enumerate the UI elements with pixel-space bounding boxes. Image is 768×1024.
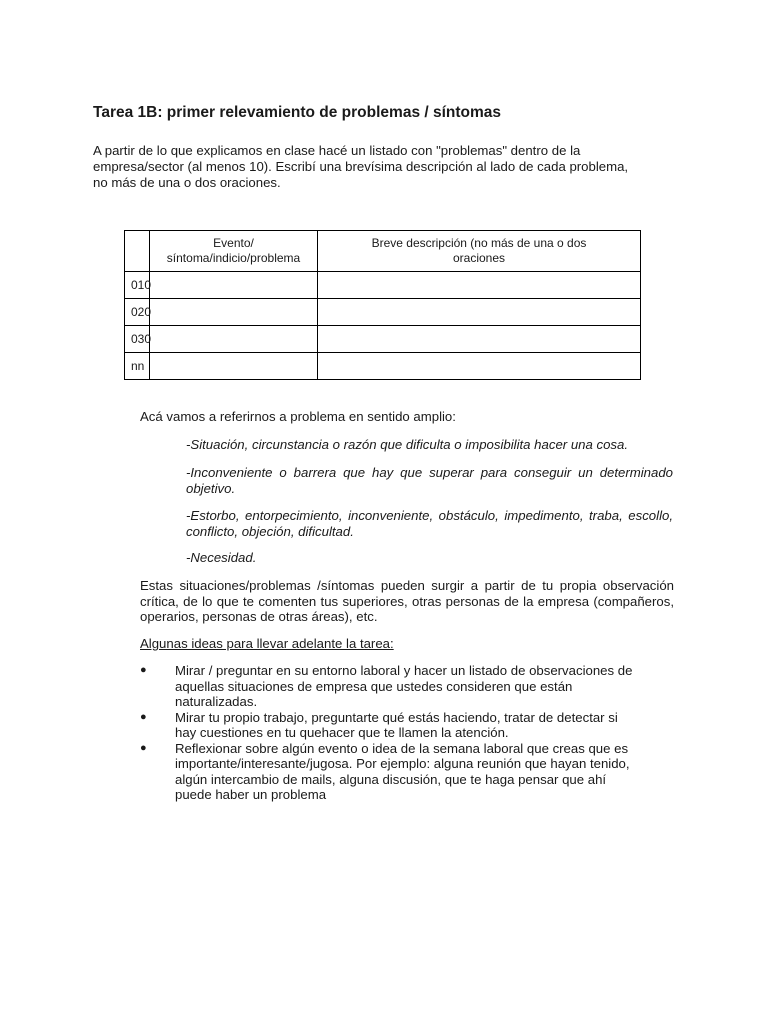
definition-item: -Situación, circunstancia o razón que dificulta o imposibilita hacer una cosa.: [186, 437, 629, 452]
header-event-line: síntoma/indicio/problema: [166, 251, 301, 265]
ideas-list: [140, 663, 680, 803]
list-item-line: aquellas situaciones de empresa que ustedes consideren que están: [175, 678, 573, 694]
row-description-cell: [318, 353, 641, 380]
intro-line: empresa/sector (al menos 10). Escribí una brevísima descripción al lado de cada problema,: [93, 159, 629, 174]
list-item: [140, 710, 680, 741]
list-item-line: Reflexionar sobre algún evento o idea de la semana laboral que creas que es: [175, 740, 629, 756]
list-item-line: Mirar tu propio trabajo, preguntarte qué estás haciendo, tratar de detectar si: [175, 709, 618, 725]
header-description: [318, 231, 641, 272]
list-item: [140, 741, 680, 803]
list-item-line: algún intercambio de mails, alguna discusión, que te haga pensar que ahí: [175, 771, 607, 787]
table-row: [125, 353, 641, 380]
list-item: [140, 663, 680, 710]
header-event-line: Evento/: [213, 236, 254, 250]
row-description-cell: [318, 299, 641, 326]
problem-intro: Acá vamos a referirnos a problema en sentido amplio:: [140, 409, 456, 424]
definition-item: -Estorbo, entorpecimiento, inconveniente, obstáculo, impedimento, traba, escollo, conflicto, objeción, dificultad.: [186, 508, 673, 539]
row-id: 030: [125, 326, 150, 353]
row-event-cell: [150, 299, 318, 326]
definition-item: -Inconveniente o barrera que hay que superar para conseguir un determinado objetivo.: [186, 465, 673, 496]
bullet-icon: ●: [140, 710, 147, 723]
sources-paragraph: Estas situaciones/problemas /síntomas pueden surgir a partir de tu propia observación crítica, de lo que te comenten tus superiores, otras personas de la empresa (compañeros, operarios, personas de otras áreas), etc.: [140, 578, 674, 624]
list-item-line: puede haber un problema: [175, 787, 327, 802]
header-description-line: Breve descripción (no más de una o dos: [371, 236, 587, 250]
table-row: [125, 326, 641, 353]
ideas-heading: Algunas ideas para llevar adelante la tarea:: [140, 636, 394, 651]
bullet-icon: ●: [140, 741, 147, 754]
row-id: 020: [125, 299, 150, 326]
table-row: [125, 299, 641, 326]
row-event-cell: [150, 353, 318, 380]
row-event-cell: [150, 272, 318, 299]
header-id: [125, 231, 150, 272]
definition-item: -Necesidad.: [186, 550, 257, 565]
intro-paragraph: [93, 143, 683, 191]
list-item-line: Mirar / preguntar en su entorno laboral y hacer un listado de observaciones de: [175, 663, 633, 678]
row-id: nn: [125, 353, 150, 380]
row-description-cell: [318, 272, 641, 299]
bullet-icon: ●: [140, 664, 147, 676]
intro-line: A partir de lo que explicamos en clase hacé un listado con "problemas" dentro de la: [93, 143, 581, 158]
row-description-cell: [318, 326, 641, 353]
list-item-line: hay cuestiones en tu quehacer que te llamen la atención.: [175, 725, 509, 740]
intro-line: no más de una o dos oraciones.: [93, 175, 281, 190]
list-item-line: naturalizadas.: [175, 694, 258, 709]
header-event: [150, 231, 318, 272]
problems-table: [124, 230, 641, 380]
header-description-line: oraciones: [452, 251, 506, 265]
row-id: 010: [125, 272, 150, 299]
list-item-line: importante/interesante/jugosa. Por ejemplo: alguna reunión que hayan tenido,: [175, 756, 630, 771]
page-title: Tarea 1B: primer relevamiento de problemas / síntomas: [93, 104, 502, 121]
table-header-row: [125, 231, 641, 272]
table-row: [125, 272, 641, 299]
row-event-cell: [150, 326, 318, 353]
